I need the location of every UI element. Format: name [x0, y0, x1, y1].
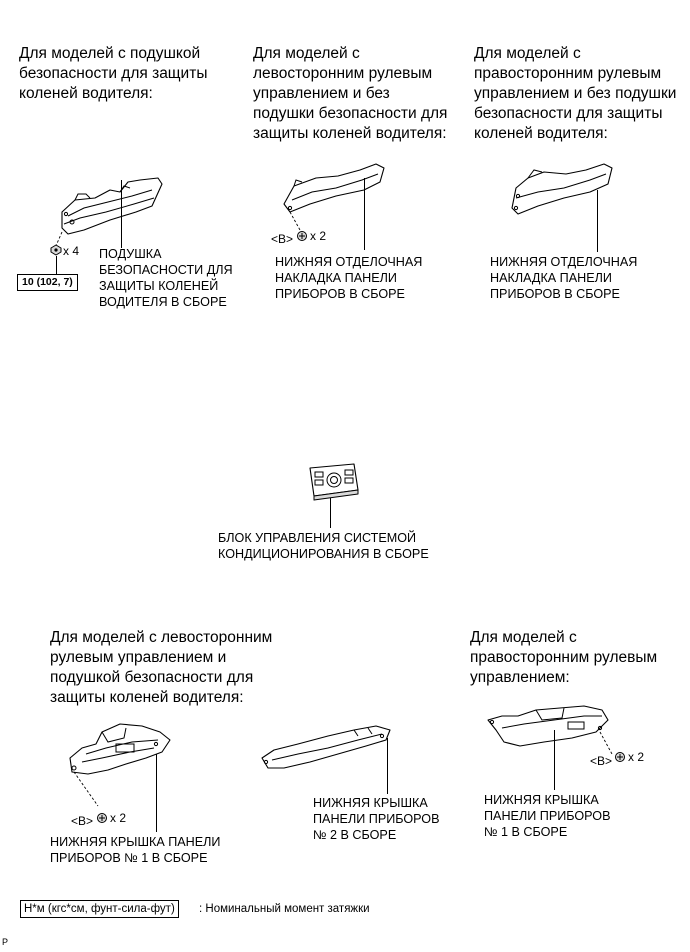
corner-mark: P	[2, 937, 9, 947]
ac-control-illustration	[306, 460, 362, 504]
knee-airbag-illustration	[40, 172, 170, 252]
lower-finish-panel-lhd-illustration	[276, 160, 396, 220]
heading-lhd-no-airbag-models: Для моделей с левосторонним рулевым управлением и без подушки безопасности для защиты коленей водителя:	[253, 45, 448, 142]
lower-cover-1-lhd-illustration	[62, 718, 180, 788]
heading-knee-airbag-models: Для моделей с подушкой безопасности для защиты коленей водителя:	[19, 45, 208, 102]
label-ac-control-assy: БЛОК УПРАВЛЕНИЯ СИСТЕМОЙ КОНДИЦИОНИРОВАНИЯ В СБОРЕ	[218, 531, 429, 561]
heading-lhd-with-airbag-models: Для моделей с левосторонним рулевым управлением и подушкой безопасности для защиты коленей водителя:	[50, 629, 273, 706]
lower-cover-2-illustration	[258, 722, 398, 778]
leader-lower-cover-1-rhd	[553, 730, 557, 790]
leader-lower-finish-panel-lhd	[363, 178, 367, 250]
legend-unit-box: Н*м (кгс*см, фунт-сила-фут)	[20, 900, 179, 918]
screw-icon	[614, 751, 626, 763]
label-lower-cover-2: НИЖНЯЯ КРЫШКА ПАНЕЛИ ПРИБОРОВ № 2 В СБОРЕ	[313, 796, 440, 842]
label-lower-cover-1-lhd: НИЖНЯЯ КРЫШКА ПАНЕЛИ ПРИБОРОВ № 1 В СБОРЕ	[50, 835, 221, 865]
label-lower-cover-1-rhd: НИЖНЯЯ КРЫШКА ПАНЕЛИ ПРИБОРОВ № 1 В СБОРЕ	[484, 793, 611, 839]
leader-lower-cover-1-lhd	[155, 754, 159, 832]
leader-lower-finish-panel-rhd	[596, 190, 600, 252]
lower-cover-1-rhd-illustration	[484, 702, 614, 754]
screw-quantity: x 2	[110, 811, 127, 825]
label-knee-airbag-assy: ПОДУШКА БЕЗОПАСНОСТИ ДЛЯ ЗАЩИТЫ КОЛЕНЕЙ ВОДИТЕЛЯ В СБОРЕ	[99, 247, 233, 309]
clip-b-label: <B>	[71, 814, 94, 828]
heading-rhd-no-airbag-models: Для моделей с правосторонним рулевым управлением и без подушки безопасности для защиты коленей водителя:	[474, 45, 677, 142]
torque-spec-box: 10 (102, 7)	[17, 274, 78, 291]
leader-knee-airbag	[120, 180, 124, 248]
lower-finish-panel-rhd-illustration	[506, 158, 618, 220]
leader-lower-cover-2	[386, 738, 390, 794]
leader-ac-control	[329, 498, 333, 528]
screw-quantity: x 2	[628, 750, 645, 764]
label-lower-finish-panel-lhd: НИЖНЯЯ ОТДЕЛОЧНАЯ НАКЛАДКА ПАНЕЛИ ПРИБОРОВ В СБОРЕ	[275, 255, 423, 301]
clip-b-label: <B>	[271, 232, 294, 246]
torque-leader-line	[55, 256, 59, 274]
bolt-icon	[50, 244, 62, 256]
bolt-quantity: x 4	[63, 244, 80, 258]
clip-b-label: <B>	[590, 754, 613, 768]
screw-icon	[96, 812, 108, 824]
heading-rhd-models: Для моделей с правосторонним рулевым управлением:	[470, 629, 658, 686]
screw-icon	[296, 230, 308, 242]
label-lower-finish-panel-rhd: НИЖНЯЯ ОТДЕЛОЧНАЯ НАКЛАДКА ПАНЕЛИ ПРИБОРОВ В СБОРЕ	[490, 255, 638, 301]
legend-text: : Номинальный момент затяжки	[199, 903, 370, 915]
screw-quantity: x 2	[310, 229, 327, 243]
